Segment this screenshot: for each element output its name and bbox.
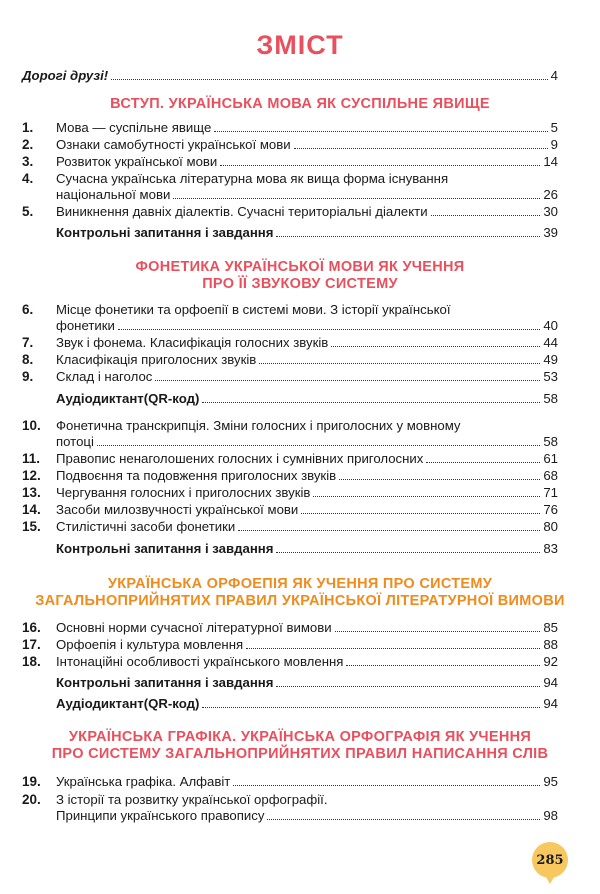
- toc-entry[interactable]: [22, 774, 558, 790]
- leader-dots: [202, 707, 540, 708]
- section-heading: ФОНЕТИКА УКРАЇНСЬКОЇ МОВИ ЯК УЧЕННЯ ПРО ЇЇ ЗВУКОВУ СИСТЕМУ: [135, 259, 465, 292]
- leader-dots: [346, 665, 540, 666]
- toc-page: 53: [543, 369, 558, 384]
- toc-text: Принципи українського правопису: [56, 808, 265, 823]
- toc-page: 9: [550, 137, 558, 152]
- leader-dots: [431, 215, 541, 216]
- leader-dots: [313, 496, 540, 497]
- toc-entry[interactable]: [22, 620, 558, 636]
- toc-entry[interactable]: [22, 137, 558, 153]
- toc-entry[interactable]: [22, 352, 558, 368]
- leader-dots: [276, 686, 540, 687]
- leader-dots: [276, 552, 540, 553]
- toc-page: 58: [543, 434, 558, 449]
- toc-entry[interactable]: [22, 519, 558, 535]
- leader-dots: [118, 329, 540, 330]
- toc-page: 26: [543, 187, 558, 202]
- leader-dots: [214, 131, 547, 132]
- toc-page: 4: [550, 68, 558, 83]
- toc-text: Дорогі друзі!: [22, 68, 109, 83]
- toc-entry[interactable]: [22, 335, 558, 351]
- leader-dots: [426, 462, 540, 463]
- toc-text: Правопис ненаголошених голосних і сумнівних приголосних: [56, 451, 424, 466]
- leader-dots: [276, 236, 540, 237]
- page-title: ЗМІСТ: [256, 30, 344, 60]
- toc-page: 5: [550, 120, 558, 135]
- toc-page: 71: [543, 485, 558, 500]
- toc-text: Основні норми сучасної літературної вимови: [56, 620, 332, 635]
- toc-page: 94: [543, 696, 558, 711]
- toc-number: 6.: [22, 302, 34, 317]
- toc-number: 14.: [22, 502, 41, 517]
- toc-text: Аудіодиктант(QR-код): [56, 696, 200, 711]
- toc-number: 9.: [22, 369, 34, 384]
- toc-text: Засоби милозвучності української мови: [56, 502, 299, 517]
- toc-entry[interactable]: [22, 485, 558, 501]
- toc-page: 61: [543, 451, 558, 466]
- toc-text: Стилістичні засоби фонетики: [56, 519, 236, 534]
- toc-number: 8.: [22, 352, 34, 367]
- toc-page: 68: [543, 468, 558, 483]
- toc-entry[interactable]: [56, 391, 558, 407]
- toc-entry[interactable]: [22, 204, 558, 220]
- leader-dots: [301, 513, 540, 514]
- toc-page: 39: [543, 225, 558, 240]
- toc-number: 5.: [22, 204, 34, 219]
- toc-page: 83: [543, 541, 558, 556]
- toc-page: 92: [543, 654, 558, 669]
- toc-text-line1: Сучасна українська літературна мова як вища форма існування: [56, 171, 449, 186]
- toc-number: 4.: [22, 171, 34, 186]
- toc-text: Українська графіка. Алфавіт: [56, 774, 231, 789]
- toc-entry[interactable]: [22, 637, 558, 653]
- leader-dots: [111, 79, 547, 80]
- toc-text: потоці: [56, 434, 94, 449]
- toc-entry[interactable]: [22, 654, 558, 670]
- toc-text: Орфоепія і культура мовлення: [56, 637, 244, 652]
- leader-dots: [97, 445, 540, 446]
- toc-text: Подвоєння та подовження приголосних звуків: [56, 468, 337, 483]
- toc-number: 10.: [22, 418, 41, 433]
- toc-number: 16.: [22, 620, 41, 635]
- toc-number: 1.: [22, 120, 34, 135]
- toc-page: 85: [543, 620, 558, 635]
- leader-dots: [246, 648, 540, 649]
- toc-text: Контрольні запитання і завдання: [56, 225, 274, 240]
- toc-text: Розвиток української мови: [56, 154, 218, 169]
- toc-text-line1: З історії та розвитку української орфографії.: [56, 792, 328, 807]
- toc-entry[interactable]: [22, 451, 558, 467]
- leader-dots: [155, 380, 540, 381]
- toc-text: фонетики: [56, 318, 115, 333]
- toc-number: 20.: [22, 792, 41, 807]
- leader-dots: [339, 479, 540, 480]
- toc-text: Контрольні запитання і завдання: [56, 541, 274, 556]
- toc-entry[interactable]: [56, 225, 558, 241]
- page-number-badge: 285: [532, 842, 568, 878]
- toc-page: 98: [543, 808, 558, 823]
- toc-entry[interactable]: [22, 120, 558, 136]
- toc-number: 19.: [22, 774, 41, 789]
- toc-number: 15.: [22, 519, 41, 534]
- toc-number: 11.: [22, 451, 41, 466]
- toc-text: Класифікація приголосних звуків: [56, 352, 257, 367]
- toc-page: 76: [543, 502, 558, 517]
- toc-number: 13.: [22, 485, 41, 500]
- toc-text: Звук і фонема. Класифікація голосних звуків: [56, 335, 329, 350]
- toc-text: Інтонаційні особливості українського мовлення: [56, 654, 344, 669]
- toc-text: Чергування голосних і приголосних звуків: [56, 485, 311, 500]
- leader-dots: [259, 363, 540, 364]
- toc-page: 94: [543, 675, 558, 690]
- leader-dots: [233, 785, 540, 786]
- toc-number: 7.: [22, 335, 34, 350]
- leader-dots: [220, 165, 540, 166]
- toc-page: 95: [543, 774, 558, 789]
- toc-page: 44: [543, 335, 558, 350]
- toc-text: Контрольні запитання і завдання: [56, 675, 274, 690]
- toc-page: 80: [543, 519, 558, 534]
- toc-number: 18.: [22, 654, 41, 669]
- leader-dots: [202, 402, 540, 403]
- toc-intro[interactable]: [22, 68, 558, 84]
- leader-dots: [238, 530, 540, 531]
- leader-dots: [335, 631, 541, 632]
- section-heading: УКРАЇНСЬКА ГРАФІКА. УКРАЇНСЬКА ОРФОГРАФІЯ ЯК УЧЕННЯ ПРО СИСТЕМУ ЗАГАЛЬНОПРИЙНЯТИХ ПРАВИЛ НАПИСАННЯ СЛІВ: [51, 729, 549, 762]
- leader-dots: [173, 198, 540, 199]
- toc-page: 40: [543, 318, 558, 333]
- toc-text-line1: Місце фонетики та орфоепії в системі мови. З історії української: [56, 302, 451, 317]
- toc-text-line1: Фонетична транскрипція. Зміни голосних і приголосних у мовному: [56, 418, 461, 433]
- toc-number: 3.: [22, 154, 34, 169]
- section-heading: ВСТУП. УКРАЇНСЬКА МОВА ЯК СУСПІЛЬНЕ ЯВИЩЕ: [110, 96, 490, 112]
- toc-entry[interactable]: [22, 369, 558, 385]
- toc-text: національної мови: [56, 187, 171, 202]
- toc-text: Виникнення давніх діалектів. Сучасні територіальні діалекти: [56, 204, 428, 219]
- toc-entry[interactable]: [56, 675, 558, 691]
- leader-dots: [331, 346, 540, 347]
- toc-entry[interactable]: [22, 154, 558, 170]
- toc-entry[interactable]: [56, 696, 558, 712]
- toc-text: Ознаки самобутності української мови: [56, 137, 291, 152]
- leader-dots: [267, 819, 540, 820]
- toc-number: 17.: [22, 637, 41, 652]
- toc-entry[interactable]: [22, 502, 558, 518]
- leader-dots: [294, 148, 548, 149]
- toc-entry[interactable]: [56, 541, 558, 557]
- toc-page: 88: [543, 637, 558, 652]
- toc-number: 2.: [22, 137, 34, 152]
- toc-text: Склад і наголос: [56, 369, 153, 384]
- toc-page: 30: [543, 204, 558, 219]
- toc-entry[interactable]: [22, 468, 558, 484]
- toc-page: 58: [543, 391, 558, 406]
- toc-page: 49: [543, 352, 558, 367]
- toc-page: 14: [543, 154, 558, 169]
- toc-number: 12.: [22, 468, 41, 483]
- toc-text: Мова — суспільне явище: [56, 120, 212, 135]
- section-heading: УКРАЇНСЬКА ОРФОЕПІЯ ЯК УЧЕННЯ ПРО СИСТЕМУ ЗАГАЛЬНОПРИЙНЯТИХ ПРАВИЛ УКРАЇНСЬКОЇ ЛІТЕРАТУРНОЇ ВИМОВИ: [35, 576, 565, 609]
- toc-text: Аудіодиктант(QR-код): [56, 391, 200, 406]
